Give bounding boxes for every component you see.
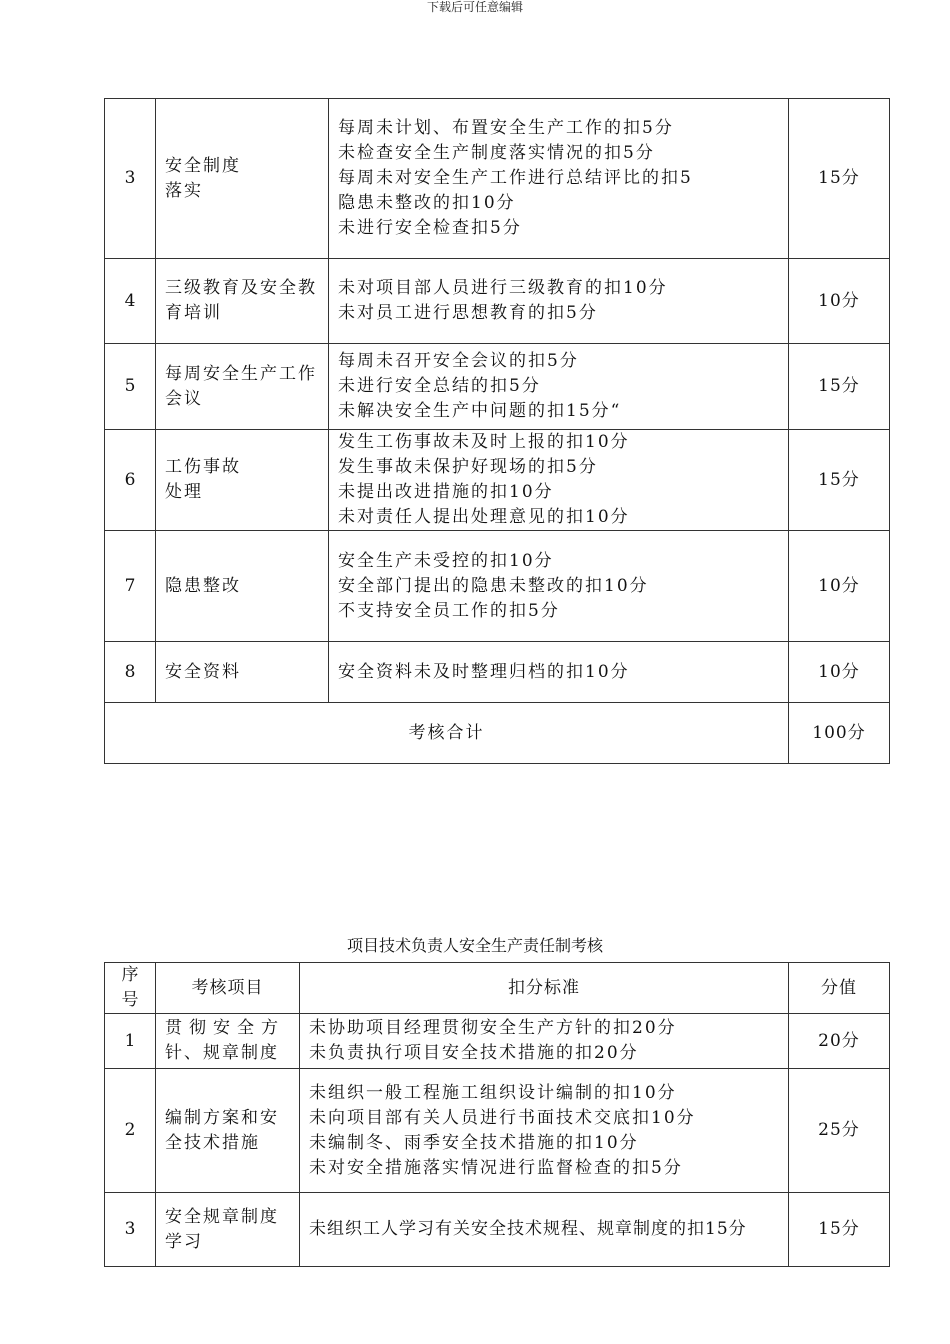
assessment-item <box>156 642 329 703</box>
total-label: 考核合计 <box>105 703 789 764</box>
criteria-line: 未对安全措施落实情况进行监督检查的扣5分 <box>309 1157 683 1178</box>
row-number: 5 <box>105 344 156 430</box>
criteria-line: 隐患未整改的扣10分 <box>338 193 516 213</box>
technical-lead-assessment-table <box>104 962 890 1267</box>
assessment-item <box>156 1069 300 1193</box>
column-header-item: 考核项目 <box>156 963 300 1014</box>
item-line: 针、规章制度 <box>165 1043 279 1063</box>
deduction-criteria <box>300 1069 789 1193</box>
assessment-table-continued <box>104 98 890 764</box>
deduction-criteria <box>329 259 789 344</box>
header-row <box>105 963 890 1014</box>
header-line: 序 <box>121 965 139 985</box>
criteria-line: 未对责任人提出处理意见的扣10分 <box>338 507 630 527</box>
criteria-line: 发生工伤事故未及时上报的扣10分 <box>338 432 630 452</box>
deduction-criteria <box>300 1014 789 1069</box>
page-header-note: 下载后可任意编辑 <box>426 0 523 14</box>
deduction-criteria <box>329 99 789 259</box>
criteria-line: 每周未召开安全会议的扣5分 <box>338 351 579 371</box>
row-number: 6 <box>105 430 156 531</box>
criteria-line: 发生事故未保护好现场的扣5分 <box>338 457 598 477</box>
criteria-line: 安全资料未及时整理归档的扣10分 <box>338 661 630 682</box>
item-line: 三级教育及安全教 <box>165 278 317 298</box>
score-value: 10分 <box>789 642 890 703</box>
table-row <box>105 344 890 430</box>
table-row <box>105 430 890 531</box>
criteria-line: 每周未计划、布置安全生产工作的扣5分 <box>338 118 674 138</box>
row-number: 8 <box>105 642 156 703</box>
column-header-criteria: 扣分标准 <box>300 963 789 1014</box>
score-value: 15分 <box>789 430 890 531</box>
criteria-line: 未对项目部人员进行三级教育的扣10分 <box>338 278 668 298</box>
total-row <box>105 703 890 764</box>
item-line: 育培训 <box>165 303 222 323</box>
item-line: 学习 <box>165 1231 203 1252</box>
table-row <box>105 1069 890 1193</box>
row-number: 4 <box>105 259 156 344</box>
criteria-line: 安全部门提出的隐患未整改的扣10分 <box>338 575 649 596</box>
assessment-item <box>156 1193 300 1267</box>
criteria-line: 安全生产未受控的扣10分 <box>338 550 554 571</box>
deduction-criteria <box>329 531 789 642</box>
assessment-item <box>156 531 329 642</box>
score-value: 15分 <box>789 99 890 259</box>
criteria-line: 每周未对安全生产工作进行总结评比的扣5 <box>338 168 693 188</box>
row-number: 3 <box>105 1193 156 1267</box>
score-value: 10分 <box>789 531 890 642</box>
criteria-line: 未向项目部有关人员进行书面技术交底扣10分 <box>309 1107 696 1128</box>
criteria-line: 未编制冬、雨季安全技术措施的扣10分 <box>309 1132 639 1153</box>
item-line: 安全规章制度 <box>165 1206 279 1227</box>
item-line: 工伤事故 <box>165 457 241 477</box>
deduction-criteria <box>329 344 789 430</box>
item-line: 安全制度 <box>165 155 241 176</box>
assessment-item <box>156 99 329 259</box>
criteria-line: 未组织工人学习有关安全技术规程、规章制度的扣15分 <box>309 1219 747 1239</box>
row-number: 7 <box>105 531 156 642</box>
criteria-line: 未组织一般工程施工组织设计编制的扣10分 <box>309 1082 677 1103</box>
item-line: 贯彻安全方 <box>165 1018 285 1038</box>
criteria-line: 未进行安全总结的扣5分 <box>338 376 541 396</box>
item-line: 安全资料 <box>165 661 241 682</box>
criteria-line: 不支持安全员工作的扣5分 <box>338 600 560 621</box>
assessment-item <box>156 430 329 531</box>
total-score: 100分 <box>789 703 890 764</box>
assessment-item <box>156 344 329 430</box>
row-number: 2 <box>105 1069 156 1193</box>
table-row <box>105 642 890 703</box>
row-number: 1 <box>105 1014 156 1069</box>
score-value: 25分 <box>789 1069 890 1193</box>
item-line: 落实 <box>165 180 203 201</box>
column-header-number <box>105 963 156 1014</box>
assessment-item <box>156 1014 300 1069</box>
deduction-criteria <box>329 642 789 703</box>
score-value: 20分 <box>789 1014 890 1069</box>
criteria-line: 未负责执行项目安全技术措施的扣20分 <box>309 1043 639 1063</box>
item-line: 编制方案和安 <box>165 1107 279 1128</box>
table-row <box>105 531 890 642</box>
row-number: 3 <box>105 99 156 259</box>
deduction-criteria <box>300 1193 789 1267</box>
table-row <box>105 99 890 259</box>
item-line: 会议 <box>165 388 203 409</box>
criteria-line: 未提出改进措施的扣10分 <box>338 482 554 502</box>
item-line: 处理 <box>165 482 203 502</box>
score-value: 15分 <box>789 1193 890 1267</box>
assessment-item <box>156 259 329 344</box>
criteria-line: 未解决安全生产中问题的扣15分“ <box>338 401 622 421</box>
header-line: 号 <box>121 990 139 1010</box>
criteria-line: 未进行安全检查扣5分 <box>338 218 522 238</box>
deduction-criteria <box>329 430 789 531</box>
table-row <box>105 1193 890 1267</box>
criteria-line: 未检查安全生产制度落实情况的扣5分 <box>338 143 655 163</box>
table-title: 项目技术负责人安全生产责任制考核 <box>346 936 603 955</box>
criteria-line: 未协助项目经理贯彻安全生产方针的扣20分 <box>309 1018 677 1038</box>
item-line: 全技术措施 <box>165 1132 260 1153</box>
item-line: 隐患整改 <box>165 575 241 596</box>
score-value: 10分 <box>789 259 890 344</box>
criteria-line: 未对员工进行思想教育的扣5分 <box>338 303 598 323</box>
score-value: 15分 <box>789 344 890 430</box>
table-row <box>105 1014 890 1069</box>
column-header-score: 分值 <box>789 963 890 1014</box>
table-row <box>105 259 890 344</box>
item-line: 每周安全生产工作 <box>165 363 317 384</box>
